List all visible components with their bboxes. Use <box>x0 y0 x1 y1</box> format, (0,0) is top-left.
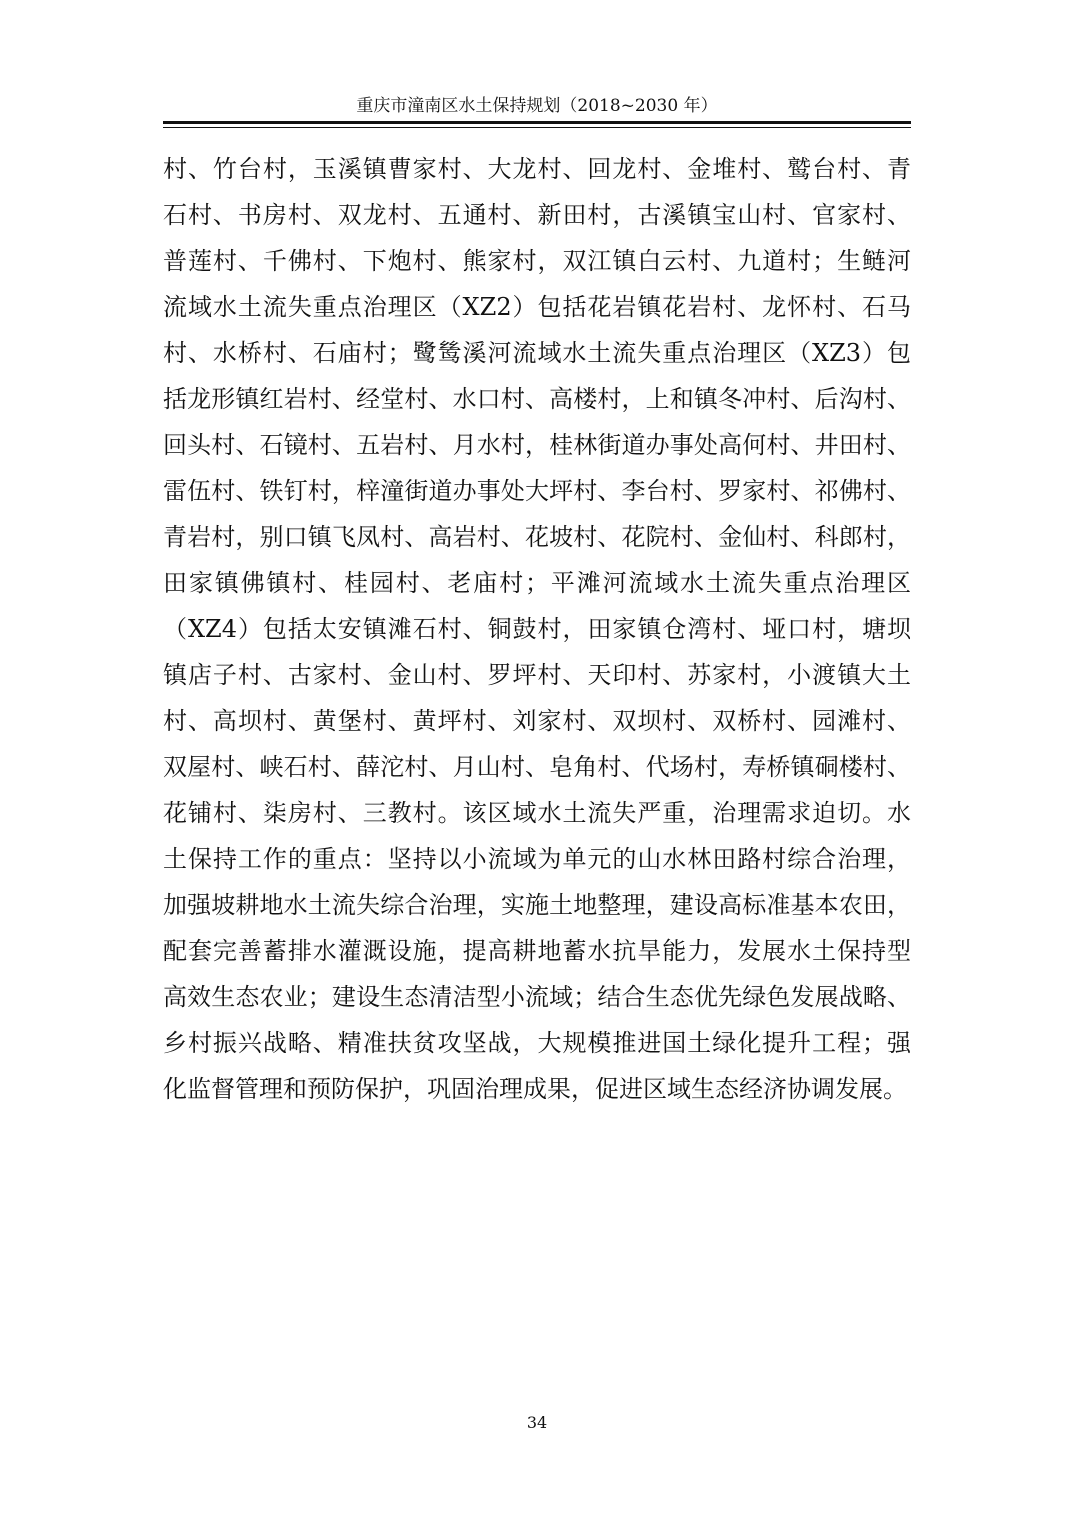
text-line: 村、水桥村、石庙村；鹭鸶溪河流域水土流失重点治理区（XZ3）包 <box>163 339 911 367</box>
text-line: 花铺村、柒房村、三教村。该区域水土流失严重，治理需求迫切。水 <box>163 799 911 827</box>
text-line: 普莲村、千佛村、下炮村、熊家村，双江镇白云村、九道村；生鲢河 <box>163 247 911 275</box>
text-line: 青岩村，别口镇飞凤村、高岩村、花坡村、花院村、金仙村、科郎村， <box>163 523 911 551</box>
text-line: 括龙形镇红岩村、经堂村、水口村、高楼村，上和镇冬冲村、后沟村、 <box>163 385 911 413</box>
text-line: 石村、书房村、双龙村、五通村、新田村，古溪镇宝山村、官家村、 <box>163 201 911 229</box>
text-line-last: 化监督管理和预防保护，巩固治理成果，促进区域生态经济协调发展。 <box>163 1075 907 1103</box>
text-line: 乡村振兴战略、精准扶贫攻坚战，大规模推进国土绿化提升工程；强 <box>163 1029 911 1057</box>
running-header-title: 重庆市潼南区水土保持规划（2018~2030 年） <box>356 96 718 116</box>
text-line: 双屋村、峡石村、薛沱村、月山村、皂角村、代场村，寿桥镇硐楼村、 <box>163 753 911 781</box>
text-line: （XZ4）包括太安镇滩石村、铜鼓村，田家镇仓湾村、垭口村，塘坝 <box>163 615 911 643</box>
text-line: 雷伍村、铁钉村，梓潼街道办事处大坪村、李台村、罗家村、祁佛村、 <box>163 477 911 505</box>
header-rule-thin <box>163 127 911 128</box>
text-line: 镇店子村、古家村、金山村、罗坪村、天印村、苏家村，小渡镇大土 <box>163 661 911 689</box>
text-line: 土保持工作的重点：坚持以小流域为单元的山水林田路村综合治理， <box>163 845 911 873</box>
text-line: 高效生态农业；建设生态清洁型小流域；结合生态优先绿色发展战略、 <box>163 983 911 1011</box>
text-line: 村、高坝村、黄堡村、黄坪村、刘家村、双坝村、双桥村、园滩村、 <box>163 707 911 735</box>
body-paragraph <box>163 146 911 1112</box>
text-line: 村、竹台村，玉溪镇曹家村、大龙村、回龙村、金堆村、鹫台村、青 <box>163 155 911 183</box>
text-line: 配套完善蓄排水灌溉设施，提高耕地蓄水抗旱能力，发展水土保持型 <box>163 937 911 965</box>
text-line: 回头村、石镜村、五岩村、月水村，桂林街道办事处高何村、井田村、 <box>163 431 911 459</box>
header-rule-thick <box>163 121 911 124</box>
page-number: 34 <box>526 1413 548 1432</box>
text-line: 田家镇佛镇村、桂园村、老庙村；平滩河流域水土流失重点治理区 <box>163 569 911 597</box>
text-line: 加强坡耕地水土流失综合治理，实施土地整理，建设高标准基本农田， <box>163 891 911 919</box>
text-line: 流域水土流失重点治理区（XZ2）包括花岩镇花岩村、龙怀村、石马 <box>163 293 911 321</box>
